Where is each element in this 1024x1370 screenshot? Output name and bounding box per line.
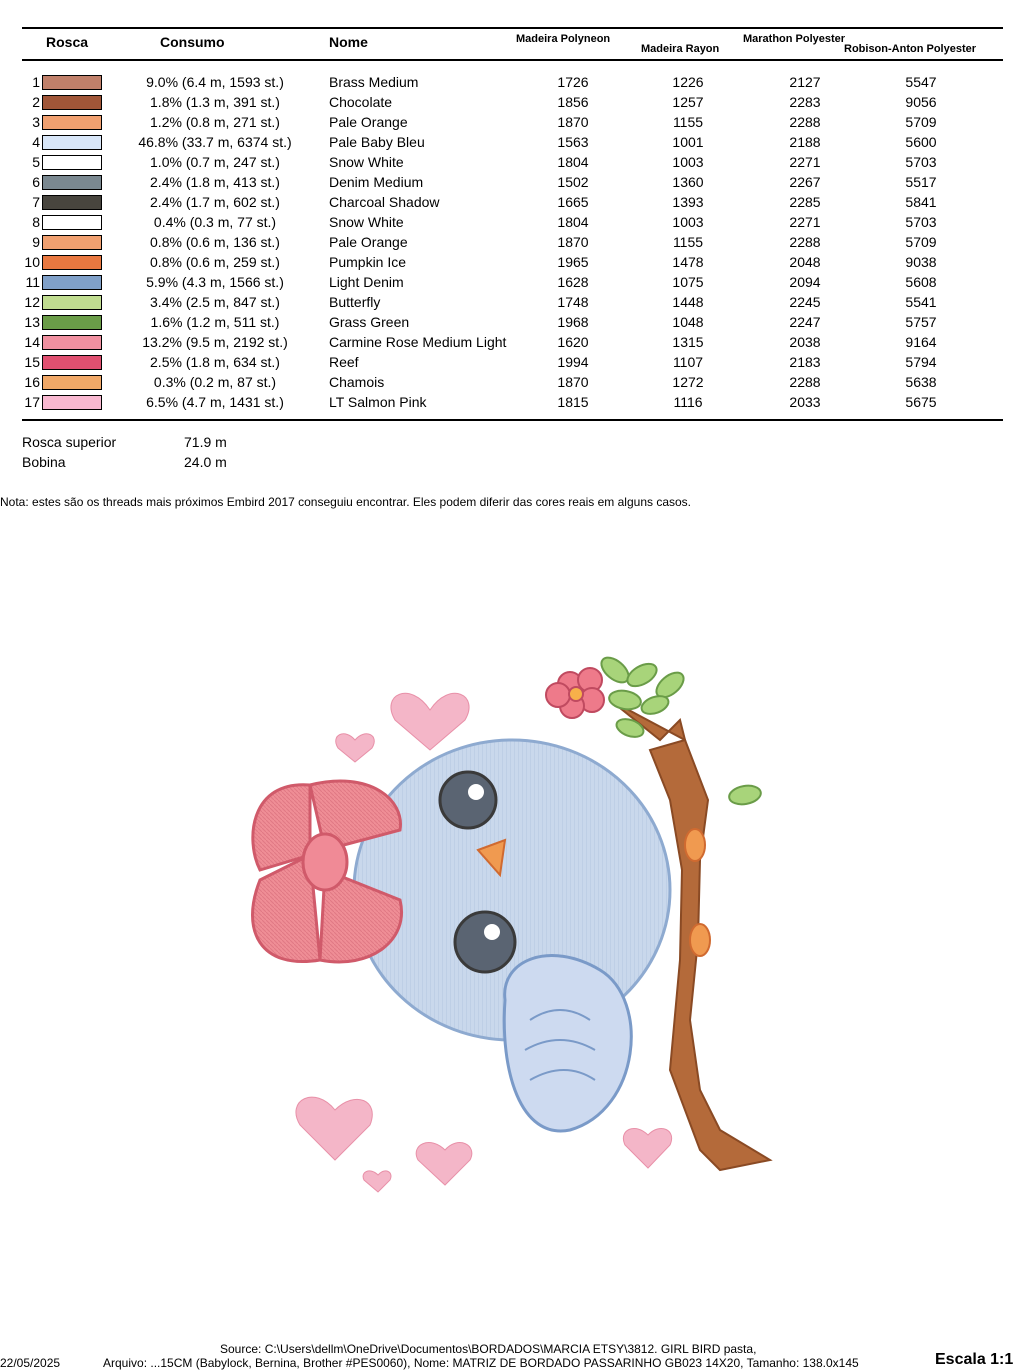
marathon-cell: 2247 [789, 314, 821, 330]
robison-anton-cell: 5794 [905, 354, 937, 370]
marathon-cell: 2245 [789, 294, 821, 310]
header-madeira-polyneon: Madeira Polyneon [516, 33, 611, 45]
row-index: 16 [24, 374, 40, 390]
color-swatch [42, 95, 102, 110]
rosca-superior-value: 71.9 m [184, 434, 227, 450]
robison-anton-cell: 5517 [905, 174, 937, 190]
nome-cell: Charcoal Shadow [329, 194, 440, 210]
color-swatch [42, 235, 102, 250]
nome-cell: Pale Orange [329, 234, 408, 250]
robison-anton-cell: 9164 [905, 334, 937, 350]
table-row [0, 132, 1024, 152]
madeira-polyneon-cell: 1815 [557, 394, 589, 410]
marathon-cell: 2127 [789, 74, 821, 90]
tree-trunk [650, 740, 770, 1170]
header-rosca: Rosca [46, 34, 89, 50]
consumo-cell: 13.2% (9.5 m, 2192 st.) [142, 334, 288, 350]
table-row [0, 172, 1024, 192]
consumo-cell: 2.5% (1.8 m, 634 st.) [150, 354, 280, 370]
table-row [0, 332, 1024, 352]
consumo-cell: 9.0% (6.4 m, 1593 st.) [146, 74, 284, 90]
row-index: 3 [32, 114, 40, 130]
madeira-polyneon-cell: 1870 [557, 234, 589, 250]
footer-source: Source: C:\Users\dellm\OneDrive\Documentos\BORDADOS\MARCIA ETSY\3812. GIRL BIRD pasta, [220, 1342, 757, 1356]
table-row [0, 272, 1024, 292]
color-swatch [42, 195, 102, 210]
consumo-cell: 0.8% (0.6 m, 259 st.) [150, 254, 280, 270]
table-top-rule [22, 27, 1003, 29]
madeira-polyneon-cell: 1994 [557, 354, 589, 370]
color-swatch [42, 295, 102, 310]
color-swatch [42, 355, 102, 370]
madeira-polyneon-cell: 1620 [557, 334, 589, 350]
madeira-polyneon-cell: 1502 [557, 174, 589, 190]
row-index: 8 [32, 214, 40, 230]
marathon-cell: 2033 [789, 394, 821, 410]
consumo-cell: 2.4% (1.7 m, 602 st.) [150, 194, 280, 210]
madeira-polyneon-cell: 1748 [557, 294, 589, 310]
madeira-polyneon-cell: 1628 [557, 274, 589, 290]
consumo-cell: 0.8% (0.6 m, 136 st.) [150, 234, 280, 250]
madeira-polyneon-cell: 1965 [557, 254, 589, 270]
color-swatch [42, 275, 102, 290]
madeira-rayon-cell: 1478 [672, 254, 704, 270]
bird-wing [504, 956, 631, 1131]
row-index: 10 [24, 254, 40, 270]
marathon-cell: 2271 [789, 214, 821, 230]
color-swatch [42, 315, 102, 330]
consumo-cell: 1.8% (1.3 m, 391 st.) [150, 94, 280, 110]
nome-cell: Carmine Rose Medium Light [329, 334, 507, 350]
madeira-rayon-cell: 1116 [673, 394, 703, 410]
robison-anton-cell: 5541 [905, 294, 937, 310]
madeira-rayon-cell: 1257 [672, 94, 704, 110]
flower [546, 668, 604, 718]
madeira-polyneon-cell: 1726 [557, 74, 589, 90]
madeira-rayon-cell: 1272 [672, 374, 704, 390]
row-index: 15 [24, 354, 40, 370]
robison-anton-cell: 9038 [905, 254, 937, 270]
table-bottom-rule [22, 419, 1003, 421]
nome-cell: Chamois [329, 374, 385, 390]
nome-cell: Grass Green [329, 314, 410, 330]
table-row [0, 152, 1024, 172]
robison-anton-cell: 5547 [905, 74, 937, 90]
marathon-cell: 2288 [789, 234, 821, 250]
color-swatch [42, 255, 102, 270]
marathon-cell: 2285 [789, 194, 821, 210]
rosca-superior-label: Rosca superior [22, 434, 117, 450]
thread-note: Nota: estes são os threads mais próximos Embird 2017 conseguiu encontrar. Eles podem diferir das cores reais em alguns casos. [0, 495, 692, 509]
row-index: 5 [32, 154, 40, 170]
embroidery-preview-image [230, 640, 790, 1210]
consumo-cell: 0.3% (0.2 m, 87 st.) [153, 374, 277, 390]
table-row [0, 112, 1024, 132]
madeira-rayon-cell: 1393 [672, 194, 704, 210]
consumo-cell: 1.2% (0.8 m, 271 st.) [150, 114, 280, 130]
madeira-rayon-cell: 1048 [672, 314, 704, 330]
robison-anton-cell: 5703 [905, 214, 937, 230]
color-swatch [42, 155, 102, 170]
madeira-rayon-cell: 1155 [672, 114, 704, 130]
nome-cell: Pale Baby Bleu [329, 134, 425, 150]
table-row [0, 392, 1024, 412]
consumo-cell: 2.4% (1.8 m, 413 st.) [150, 174, 280, 190]
nome-cell: Denim Medium [329, 174, 424, 190]
nome-cell: Snow White [329, 214, 404, 230]
marathon-cell: 2288 [789, 114, 821, 130]
madeira-polyneon-cell: 1665 [557, 194, 589, 210]
row-index: 12 [24, 294, 40, 310]
nome-cell: Butterfly [329, 294, 381, 310]
header-robison-anton-polyester: Robison-Anton Polyester [844, 43, 977, 55]
footer-arquivo: Arquivo: ...15CM (Babylock, Bernina, Brother #PES0060), Nome: MATRIZ DE BORDADO PASSARINHO GB023 14X20, Tamanho: 138.0x145 [103, 1356, 859, 1370]
robison-anton-cell: 5608 [905, 274, 937, 290]
bobina-value: 24.0 m [184, 454, 227, 470]
robison-anton-cell: 5638 [905, 374, 937, 390]
marathon-cell: 2183 [789, 354, 821, 370]
row-index: 1 [32, 74, 40, 90]
marathon-cell: 2188 [789, 134, 821, 150]
header-nome: Nome [329, 34, 368, 50]
marathon-cell: 2267 [789, 174, 821, 190]
madeira-polyneon-cell: 1804 [557, 214, 589, 230]
row-index: 4 [32, 134, 40, 150]
table-row [0, 232, 1024, 252]
table-row [0, 352, 1024, 372]
table-row [0, 312, 1024, 332]
header-madeira-rayon: Madeira Rayon [641, 43, 720, 55]
madeira-polyneon-cell: 1563 [557, 134, 589, 150]
madeira-rayon-cell: 1003 [672, 154, 704, 170]
table-row [0, 372, 1024, 392]
robison-anton-cell: 5675 [905, 394, 937, 410]
table-row [0, 292, 1024, 312]
color-swatch [42, 135, 102, 150]
color-swatch [42, 335, 102, 350]
nome-cell: Chocolate [329, 94, 393, 110]
header-consumo: Consumo [160, 34, 225, 50]
madeira-polyneon-cell: 1856 [557, 94, 589, 110]
table-row [0, 92, 1024, 112]
madeira-polyneon-cell: 1870 [557, 374, 589, 390]
nome-cell: Light Denim [329, 274, 404, 290]
robison-anton-cell: 5841 [905, 194, 937, 210]
marathon-cell: 2038 [789, 334, 821, 350]
madeira-rayon-cell: 1448 [672, 294, 704, 310]
robison-anton-cell: 5709 [905, 234, 937, 250]
nome-cell: Brass Medium [329, 74, 419, 90]
table-row [0, 192, 1024, 212]
color-swatch [42, 395, 102, 410]
row-index: 13 [24, 314, 40, 330]
table-row [0, 212, 1024, 232]
madeira-rayon-cell: 1360 [672, 174, 704, 190]
marathon-cell: 2283 [789, 94, 821, 110]
consumo-cell: 3.4% (2.5 m, 847 st.) [150, 294, 280, 310]
consumo-cell: 6.5% (4.7 m, 1431 st.) [146, 394, 284, 410]
madeira-polyneon-cell: 1804 [557, 154, 589, 170]
row-index: 7 [32, 194, 40, 210]
robison-anton-cell: 9056 [905, 94, 937, 110]
consumo-cell: 0.4% (0.3 m, 77 st.) [153, 214, 277, 230]
footer-date: 22/05/2025 [0, 1356, 61, 1370]
table-row [0, 252, 1024, 272]
nome-cell: Reef [329, 354, 359, 370]
consumo-cell: 46.8% (33.7 m, 6374 st.) [138, 134, 292, 150]
nome-cell: Snow White [329, 154, 404, 170]
robison-anton-cell: 5757 [905, 314, 937, 330]
consumo-cell: 1.0% (0.7 m, 247 st.) [150, 154, 280, 170]
header-marathon-polyester: Marathon Polyester [743, 33, 846, 45]
bobina-label: Bobina [22, 454, 66, 470]
consumo-cell: 1.6% (1.2 m, 511 st.) [150, 314, 280, 330]
row-index: 14 [24, 334, 40, 350]
table-row [0, 72, 1024, 92]
row-index: 6 [32, 174, 40, 190]
row-index: 11 [25, 274, 40, 290]
marathon-cell: 2271 [789, 154, 821, 170]
consumo-cell: 5.9% (4.3 m, 1566 st.) [146, 274, 284, 290]
madeira-rayon-cell: 1075 [672, 274, 704, 290]
madeira-rayon-cell: 1155 [672, 234, 704, 250]
nome-cell: Pumpkin Ice [329, 254, 407, 270]
marathon-cell: 2094 [789, 274, 821, 290]
color-swatch [42, 175, 102, 190]
robison-anton-cell: 5709 [905, 114, 937, 130]
row-index: 9 [32, 234, 40, 250]
marathon-cell: 2048 [789, 254, 821, 270]
color-swatch [42, 375, 102, 390]
marathon-cell: 2288 [789, 374, 821, 390]
madeira-rayon-cell: 1001 [672, 134, 704, 150]
color-swatch [42, 75, 102, 90]
nome-cell: LT Salmon Pink [329, 394, 427, 410]
table-header-rule [22, 59, 1003, 61]
robison-anton-cell: 5600 [905, 134, 937, 150]
color-swatch [42, 215, 102, 230]
row-index: 17 [24, 394, 40, 410]
madeira-rayon-cell: 1315 [672, 334, 704, 350]
madeira-rayon-cell: 1003 [672, 214, 704, 230]
row-index: 2 [32, 94, 40, 110]
footer-escala: Escala 1:1 [935, 1351, 1014, 1368]
madeira-polyneon-cell: 1968 [557, 314, 589, 330]
color-swatch [42, 115, 102, 130]
madeira-rayon-cell: 1107 [672, 354, 704, 370]
madeira-polyneon-cell: 1870 [557, 114, 589, 130]
robison-anton-cell: 5703 [905, 154, 937, 170]
nome-cell: Pale Orange [329, 114, 408, 130]
madeira-rayon-cell: 1226 [672, 74, 704, 90]
